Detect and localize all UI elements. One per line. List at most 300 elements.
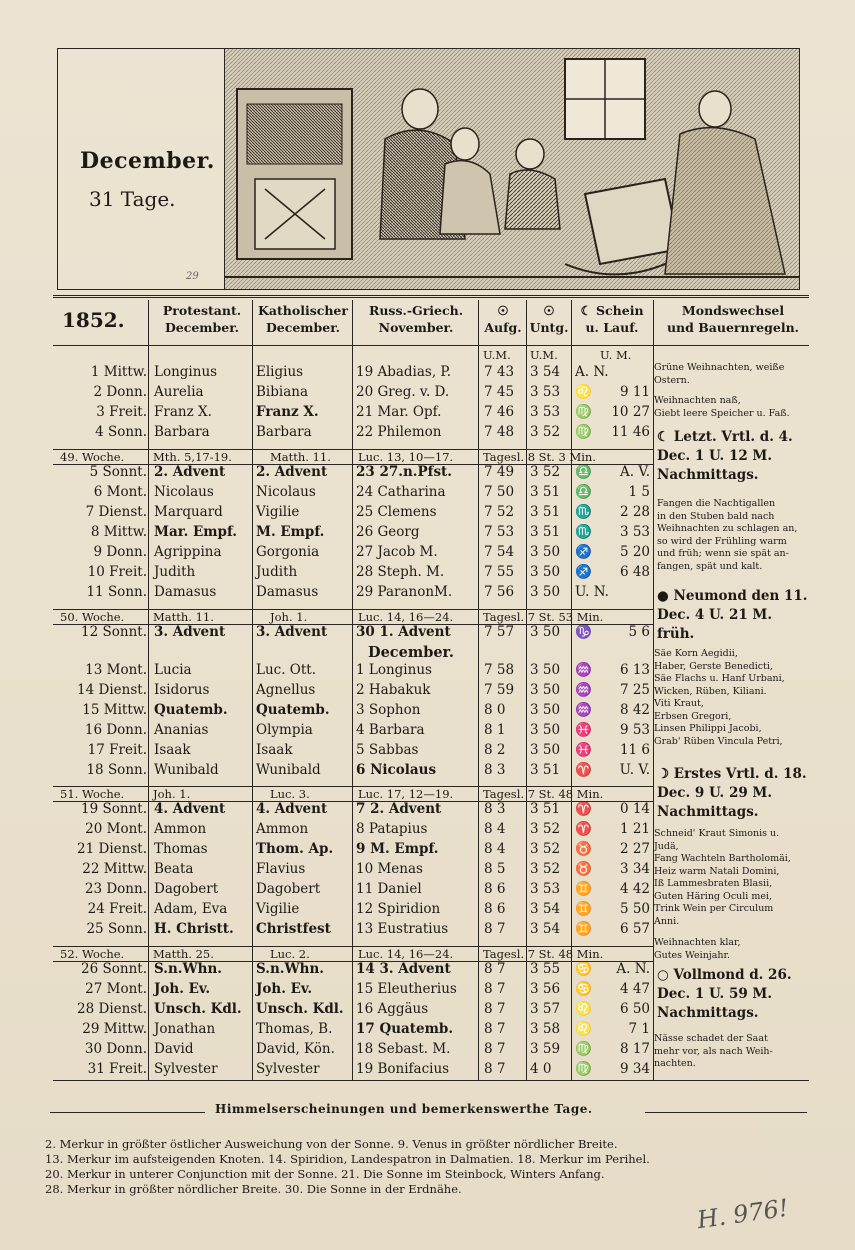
cell-russian: 10 Menas: [356, 861, 423, 877]
cell-day: 1 Mittw.: [90, 364, 147, 380]
week-russ: Luc. 14, 16—24.: [358, 947, 454, 961]
cell-russian: 5 Sabbas: [356, 742, 419, 758]
week-prot: Matth. 25.: [153, 947, 214, 961]
cell-sunset: 3 54: [530, 901, 561, 917]
cell-day: 7 Dienst.: [85, 504, 147, 520]
cell-catholic: Flavius: [256, 861, 306, 877]
cell-russian: 2 Habakuk: [356, 682, 431, 698]
cell-protestant: Wunibald: [154, 762, 219, 778]
week-label: 51. Woche.: [60, 787, 125, 801]
cell-day: 14 Dienst.: [77, 682, 147, 698]
rule-note: Säe Korn Aegidii, Haber, Gerste Benedicti, Säe Flachs u. Hanf Urbani, Wicken, Rüben, Kiliani. Viti Kraut, Erbsen Gregori, Linsen Philippi Jacobi, Grab' Rüben Vincula Petri,: [654, 648, 785, 747]
cell-protestant: Joh. Ev.: [154, 981, 211, 997]
cell-moon-sign: ♎: [575, 484, 592, 500]
cell-russian: 8 Patapius: [356, 821, 428, 837]
cell-moon-sign: ♓: [575, 742, 592, 758]
cell-catholic: 4. Advent: [256, 801, 328, 817]
cell-moon-sign: ♒: [575, 702, 592, 718]
cell-catholic: Unsch. Kdl.: [256, 1001, 344, 1017]
cell-moon-time: 7 25: [619, 682, 650, 698]
cell-sunset: 3 50: [530, 722, 561, 738]
cell-russian: 19 Abadias, P.: [356, 364, 452, 380]
cell-sunrise: 8 5: [484, 861, 506, 877]
cell-russian: 24 Catharina: [356, 484, 446, 500]
month-title: December.: [80, 148, 215, 174]
cell-russian: 9 M. Empf.: [356, 841, 439, 857]
cell-protestant: Unsch. Kdl.: [154, 1001, 242, 1017]
cell-day: 21 Dienst.: [77, 841, 147, 857]
cell-moon-time: 11 6: [619, 742, 650, 758]
cell-moon-sign: ♌: [575, 1021, 592, 1037]
cell-day: 9 Donn.: [93, 544, 147, 560]
cell-sunset: 3 52: [530, 861, 561, 877]
cell-protestant: Ananias: [154, 722, 209, 738]
cell-russian: 30 1. Advent: [356, 624, 451, 640]
cell-sunrise: 7 45: [484, 384, 515, 400]
cell-moon-time: 3 53: [619, 524, 650, 540]
cell-sunrise: 8 1: [484, 722, 506, 738]
cell-sunset: 3 52: [530, 464, 561, 480]
cell-protestant: Dagobert: [154, 881, 219, 897]
week-info: Tagesl. 7 St. 48 Min.: [483, 947, 604, 961]
cell-russian: 17 Quatemb.: [356, 1021, 454, 1037]
cell-catholic: Vigilie: [256, 504, 300, 520]
cell-sunset: 3 50: [530, 662, 561, 678]
cell-day: 11 Sonn.: [86, 584, 147, 600]
cell-protestant: 4. Advent: [154, 801, 226, 817]
cell-moon-sign: ♈: [575, 821, 592, 837]
cell-sunset: 3 50: [530, 544, 561, 560]
cell-sunrise: 8 2: [484, 742, 506, 758]
week-label: 50. Woche.: [60, 610, 125, 624]
cell-moon-time: A. V.: [619, 464, 650, 480]
cell-sunset: 3 50: [530, 624, 561, 640]
cell-catholic: Wunibald: [256, 762, 321, 778]
cell-moon-sign: A. N.: [575, 364, 609, 380]
cell-sunset: 3 52: [530, 821, 561, 837]
cell-catholic: 2. Advent: [256, 464, 328, 480]
cell-sunset: 3 51: [530, 801, 561, 817]
footer-rule-right: [645, 1112, 807, 1113]
year-header: 1852.: [62, 308, 125, 332]
cell-catholic: Thomas, B.: [256, 1021, 333, 1037]
cell-protestant: Adam, Eva: [154, 901, 228, 917]
col-line: [478, 300, 479, 1080]
moon-phase-new: ● Neumond den 11. Dec. 4 U. 21 M. früh.: [657, 588, 808, 642]
december-label: December.: [368, 644, 454, 661]
sunrise-header: ☉ Aufg.: [484, 303, 522, 335]
cell-moon-sign: ♈: [575, 762, 592, 778]
cell-catholic: Franz X.: [256, 404, 319, 420]
cell-russian: 21 Mar. Opf.: [356, 404, 442, 420]
cell-russian: 3 Sophon: [356, 702, 421, 718]
cell-sunrise: 7 49: [484, 464, 515, 480]
cell-sunset: 3 51: [530, 762, 561, 778]
rule-note: Nässe schadet der Saat mehr vor, als nach Weih- nachten.: [654, 1033, 773, 1069]
cell-sunrise: 8 3: [484, 801, 506, 817]
cell-sunset: 3 51: [530, 524, 561, 540]
cell-moon-sign: ♐: [575, 564, 592, 580]
cell-moon-sign: ♋: [575, 981, 592, 997]
woodcut-illustration: [224, 48, 800, 290]
cell-day: 30 Donn.: [84, 1041, 147, 1057]
cell-sunrise: 7 50: [484, 484, 515, 500]
cell-catholic: Thom. Ap.: [256, 841, 334, 857]
month-days: 31 Tage.: [89, 187, 176, 211]
cell-sunset: 3 53: [530, 404, 561, 420]
cell-russian: 4 Barbara: [356, 722, 425, 738]
sunset-header: ☉ Untg.: [529, 303, 569, 335]
cell-catholic: Agnellus: [256, 682, 316, 698]
cell-day: 12 Sonnt.: [81, 624, 147, 640]
cell-russian: 20 Greg. v. D.: [356, 384, 450, 400]
cell-sunset: 3 50: [530, 702, 561, 718]
cell-protestant: Franz X.: [154, 404, 212, 420]
cell-sunset: 3 53: [530, 384, 561, 400]
cell-russian: 22 Philemon: [356, 424, 442, 440]
cell-day: 19 Sonnt.: [81, 801, 147, 817]
cell-catholic: Damasus: [256, 584, 319, 600]
cell-russian: 16 Aggäus: [356, 1001, 429, 1017]
rule-note: Weihnachten naß, Giebt leere Speicher u. Faß.: [654, 395, 790, 419]
cell-russian: 13 Eustratius: [356, 921, 449, 937]
cell-protestant: H. Christt.: [154, 921, 234, 937]
cell-protestant: Sylvester: [154, 1061, 218, 1077]
cell-protestant: Mar. Empf.: [154, 524, 238, 540]
cell-day: 16 Donn.: [84, 722, 147, 738]
cell-day: 3 Freit.: [96, 404, 147, 420]
cell-moon-sign: ♉: [575, 861, 592, 877]
cell-sunrise: 7 57: [484, 624, 515, 640]
cell-russian: 14 3. Advent: [356, 961, 451, 977]
cell-moon-sign: ♉: [575, 841, 592, 857]
cell-moon-time: 6 13: [619, 662, 650, 678]
cell-sunrise: 7 43: [484, 364, 515, 380]
protestant-header: Protestant. December.: [162, 303, 242, 335]
cell-protestant: Jonathan: [154, 1021, 216, 1037]
cell-day: 22 Mittw.: [82, 861, 147, 877]
cell-moon-time: 1 5: [628, 484, 650, 500]
cell-sunrise: 8 7: [484, 1001, 506, 1017]
rule-note: Fangen die Nachtigallen in den Stuben bald nach Weihnachten zu schlagen an, so wird der Frühling warm und früh; wenn sie spät an- fangen, spät und kalt.: [657, 498, 798, 572]
cell-moon-sign: ♌: [575, 1001, 592, 1017]
cell-moon-sign: ♍: [575, 404, 592, 420]
cell-day: 13 Mont.: [85, 662, 147, 678]
cell-sunrise: 8 7: [484, 921, 506, 937]
cell-sunset: 4 0: [530, 1061, 552, 1077]
cell-day: 2 Donn.: [93, 384, 147, 400]
moon-header: ☾ Schein u. Lauf.: [580, 303, 644, 335]
cell-sunrise: 8 6: [484, 881, 506, 897]
cell-catholic: Luc. Ott.: [256, 662, 317, 678]
cell-protestant: David: [154, 1041, 194, 1057]
cell-day: 4 Sonn.: [95, 424, 147, 440]
cell-moon-time: 8 42: [619, 702, 650, 718]
russian-header: Russ.-Griech. November.: [368, 303, 464, 335]
cell-catholic: Sylvester: [256, 1061, 320, 1077]
cell-sunrise: 7 55: [484, 564, 515, 580]
cell-protestant: Agrippina: [154, 544, 222, 560]
cell-moon-sign: ♏: [575, 504, 592, 520]
cell-catholic: Nicolaus: [256, 484, 316, 500]
week-prot: Mth. 5,17-19.: [153, 450, 232, 464]
cell-protestant: Isaak: [154, 742, 191, 758]
handwritten-signature: H. 976!: [695, 1193, 791, 1235]
rule-note: Weihnachten klar, Gutes Weinjahr.: [654, 937, 741, 961]
cell-sunrise: 8 7: [484, 981, 506, 997]
cell-moon-time: 6 50: [619, 1001, 650, 1017]
cell-day: 29 Mittw.: [82, 1021, 147, 1037]
cell-day: 5 Sonnt.: [89, 464, 147, 480]
week-cath: Luc. 3.: [270, 787, 310, 801]
week-russ: Luc. 17, 12—19.: [358, 787, 454, 801]
cell-protestant: Nicolaus: [154, 484, 214, 500]
cell-sunrise: 8 7: [484, 1021, 506, 1037]
cell-catholic: S.n.Whn.: [256, 961, 324, 977]
cell-moon-sign: ♋: [575, 961, 592, 977]
col-line: [148, 300, 149, 1080]
week-cath: Matth. 11.: [270, 450, 331, 464]
family-scene-image: [225, 49, 799, 289]
footer-rule-left: [50, 1112, 205, 1113]
cell-moon-time: 5 20: [619, 544, 650, 560]
cell-catholic: Gorgonia: [256, 544, 320, 560]
footer-title: Himmelserscheinungen und bemerkenswerthe Tage.: [215, 1102, 593, 1116]
cell-sunset: 3 56: [530, 981, 561, 997]
cell-moon-sign: ♊: [575, 881, 592, 897]
catholic-header: Katholischer December.: [258, 303, 348, 335]
cell-day: 28 Dienst.: [77, 1001, 147, 1017]
cell-protestant: Isidorus: [154, 682, 210, 698]
cell-sunset: 3 54: [530, 921, 561, 937]
cell-russian: 28 Steph. M.: [356, 564, 445, 580]
cell-protestant: Marquard: [154, 504, 223, 520]
cell-sunset: 3 52: [530, 424, 561, 440]
week-prot: Matth. 11.: [153, 610, 214, 624]
moon-phase-last-quarter: ☾ Letzt. Vrtl. d. 4. Dec. 1 U. 12 M. Nachmittags.: [657, 429, 793, 483]
header-divider: [53, 345, 809, 346]
cell-sunrise: 7 52: [484, 504, 515, 520]
cell-sunset: 3 59: [530, 1041, 561, 1057]
cell-moon-sign: ♒: [575, 682, 592, 698]
cell-moon-time: 11 46: [611, 424, 650, 440]
cell-moon-time: 4 42: [619, 881, 650, 897]
cell-moon-time: 5 50: [619, 901, 650, 917]
cell-moon-sign: ♊: [575, 901, 592, 917]
rule-note: Grüne Weihnachten, weiße Ostern.: [654, 362, 785, 386]
cell-russian: 29 ParanonM.: [356, 584, 453, 600]
cell-day: 8 Mittw.: [90, 524, 147, 540]
cell-protestant: Damasus: [154, 584, 217, 600]
footer-text: 2. Merkur in größter östlicher Ausweichung von der Sonne. 9. Venus in größter nördlicher Breite. 13. Merkur im aufsteigenden Knoten. 14. Spiridion, Landespatron in Dalmatien. 18. Merkur im Perihel. 20. Merkur in unterer Conjunction mit der Sonne. 21. Die Sonne im Steinbock, Winters Anfang. 28. Merkur in größter nördlicher Breite. 30. Die Sonne in der Erdnähe.: [45, 1137, 650, 1196]
cell-protestant: Longinus: [154, 364, 218, 380]
cell-russian: 7 2. Advent: [356, 801, 442, 817]
cell-russian: 18 Sebast. M.: [356, 1041, 451, 1057]
cell-day: 17 Freit.: [87, 742, 147, 758]
rule-note: Schneid' Kraut Simonis u. Judä, Fang Wachteln Bartholomäi, Heiz warm Natali Domini, Iß Lammesbraten Blasii, Guten Häring Oculi mei, Trink Wein per Circulum Anni.: [654, 828, 791, 927]
cell-moon-sign: ♏: [575, 524, 592, 540]
cell-moon-sign: ♍: [575, 1041, 592, 1057]
cell-russian: 26 Georg: [356, 524, 420, 540]
week-prot: Joh. 1.: [153, 787, 191, 801]
cell-protestant: 3. Advent: [154, 624, 226, 640]
cell-protestant: Thomas: [154, 841, 208, 857]
week-label: 52. Woche.: [60, 947, 125, 961]
cell-sunrise: 8 3: [484, 762, 506, 778]
cell-sunrise: 7 56: [484, 584, 515, 600]
cell-moon-sign: U. N.: [575, 584, 609, 600]
cell-protestant: Judith: [154, 564, 196, 580]
moon-phase-full: ○ Vollmond d. 26. Dec. 1 U. 59 M. Nachmittags.: [657, 967, 792, 1021]
cell-moon-time: 6 57: [619, 921, 650, 937]
cell-day: 20 Mont.: [85, 821, 147, 837]
cell-russian: 6 Nicolaus: [356, 762, 437, 778]
cell-moon-time: 2 27: [619, 841, 650, 857]
cell-sunrise: 7 53: [484, 524, 515, 540]
col-line: [571, 300, 572, 1080]
cell-russian: 15 Eleutherius: [356, 981, 457, 997]
cell-sunrise: 7 48: [484, 424, 515, 440]
week-divider: [53, 801, 653, 802]
cell-catholic: Joh. Ev.: [256, 981, 313, 997]
cell-sunrise: 8 4: [484, 821, 506, 837]
cell-protestant: Barbara: [154, 424, 210, 440]
cell-moon-sign: ♎: [575, 464, 592, 480]
cell-sunset: 3 52: [530, 841, 561, 857]
cell-russian: 19 Bonifacius: [356, 1061, 450, 1077]
cell-moon-sign: ♓: [575, 722, 592, 738]
cell-protestant: Lucia: [154, 662, 192, 678]
cell-catholic: Vigilie: [256, 901, 300, 917]
week-divider: [53, 961, 653, 962]
cell-moon-time: 6 48: [619, 564, 650, 580]
week-cath: Joh. 1.: [270, 610, 308, 624]
cell-moon-time: 10 27: [611, 404, 650, 420]
cell-protestant: Ammon: [154, 821, 207, 837]
week-info: Tagesl. 8 St. 3 Min.: [483, 450, 596, 464]
cell-sunrise: 8 4: [484, 841, 506, 857]
cell-russian: 12 Spiridion: [356, 901, 441, 917]
cell-sunset: 3 55: [530, 961, 561, 977]
cell-moon-time: 9 11: [619, 384, 650, 400]
cell-sunset: 3 50: [530, 742, 561, 758]
cell-russian: 11 Daniel: [356, 881, 422, 897]
cell-catholic: Bibiana: [256, 384, 308, 400]
cell-sunrise: 8 7: [484, 1041, 506, 1057]
col-line: [352, 300, 353, 1080]
cell-moon-time: 7 1: [628, 1021, 650, 1037]
cell-moon-time: 1 21: [619, 821, 650, 837]
col-line: [526, 300, 527, 1080]
cell-sunset: 3 50: [530, 584, 561, 600]
sunrise-unit: U.M.: [483, 348, 511, 362]
cell-protestant: Beata: [154, 861, 194, 877]
cell-moon-sign: ♍: [575, 424, 592, 440]
cell-moon-time: 0 14: [619, 801, 650, 817]
cell-catholic: Isaak: [256, 742, 293, 758]
week-label: 49. Woche.: [60, 450, 125, 464]
cell-sunrise: 7 58: [484, 662, 515, 678]
cell-moon-sign: ♌: [575, 384, 592, 400]
cell-sunset: 3 50: [530, 564, 561, 580]
cell-catholic: M. Empf.: [256, 524, 325, 540]
cell-russian: 1 Longinus: [356, 662, 432, 678]
cell-protestant: S.n.Whn.: [154, 961, 222, 977]
cell-russian: 23 27.n.Pfst.: [356, 464, 452, 480]
cell-moon-time: 5 6: [628, 624, 650, 640]
cell-protestant: Aurelia: [154, 384, 204, 400]
rules-header: Mondswechsel und Bauernregeln.: [666, 303, 800, 335]
cell-day: 6 Mont.: [93, 484, 147, 500]
cell-day: 31 Freit.: [87, 1061, 147, 1077]
cell-russian: 27 Jacob M.: [356, 544, 438, 560]
cell-moon-time: 4 47: [619, 981, 650, 997]
week-divider: [53, 624, 653, 625]
cell-moon-sign: ♐: [575, 544, 592, 560]
cell-moon-time: U. V.: [619, 762, 650, 778]
cell-day: 18 Sonn.: [86, 762, 147, 778]
week-russ: Luc. 14, 16—24.: [358, 610, 454, 624]
cell-day: 27 Mont.: [85, 981, 147, 997]
cell-sunrise: 8 6: [484, 901, 506, 917]
cell-moon-time: 9 53: [619, 722, 650, 738]
week-russ: Luc. 13, 10—17.: [358, 450, 454, 464]
cell-moon-sign: ♈: [575, 801, 592, 817]
cell-sunrise: 7 59: [484, 682, 515, 698]
cell-sunrise: 8 7: [484, 1061, 506, 1077]
cell-catholic: Judith: [256, 564, 298, 580]
cell-catholic: David, Kön.: [256, 1041, 335, 1057]
table-bottom: [53, 1080, 809, 1081]
cell-sunset: 3 54: [530, 364, 561, 380]
cell-moon-time: 3 34: [619, 861, 650, 877]
cell-moon-time: 9 34: [619, 1061, 650, 1077]
cell-day: 10 Freit.: [87, 564, 147, 580]
cell-sunset: 3 51: [530, 504, 561, 520]
moon-phase-first-quarter: ☽ Erstes Vrtl. d. 18. Dec. 9 U. 29 M. Nachmittags.: [657, 766, 807, 820]
moon-unit: U. M.: [600, 348, 632, 362]
cell-sunset: 3 51: [530, 484, 561, 500]
week-info: Tagesl. 7 St. 48 Min.: [483, 787, 604, 801]
cell-catholic: Ammon: [256, 821, 309, 837]
cell-sunrise: 8 0: [484, 702, 506, 718]
cell-catholic: 3. Advent: [256, 624, 328, 640]
cell-moon-sign: ♍: [575, 1061, 592, 1077]
cell-day: 24 Freit.: [87, 901, 147, 917]
page-mark: 29: [186, 271, 199, 282]
cell-day: 26 Sonnt.: [81, 961, 147, 977]
week-divider: [53, 464, 653, 465]
cell-sunset: 3 53: [530, 881, 561, 897]
week-cath: Luc. 2.: [270, 947, 310, 961]
cell-day: 15 Mittw.: [82, 702, 147, 718]
cell-sunrise: 7 54: [484, 544, 515, 560]
cell-moon-sign: ♒: [575, 662, 592, 678]
cell-sunrise: 7 46: [484, 404, 515, 420]
cell-day: 23 Donn.: [84, 881, 147, 897]
col-line: [252, 300, 253, 1080]
cell-moon-sign: ♊: [575, 921, 592, 937]
cell-moon-time: A. N.: [616, 961, 650, 977]
cell-catholic: Eligius: [256, 364, 304, 380]
cell-russian: 25 Clemens: [356, 504, 437, 520]
cell-sunrise: 8 7: [484, 961, 506, 977]
top-rule: [53, 295, 809, 298]
cell-sunset: 3 57: [530, 1001, 561, 1017]
cell-protestant: 2. Advent: [154, 464, 226, 480]
sunset-unit: U.M.: [530, 348, 558, 362]
cell-catholic: Barbara: [256, 424, 312, 440]
